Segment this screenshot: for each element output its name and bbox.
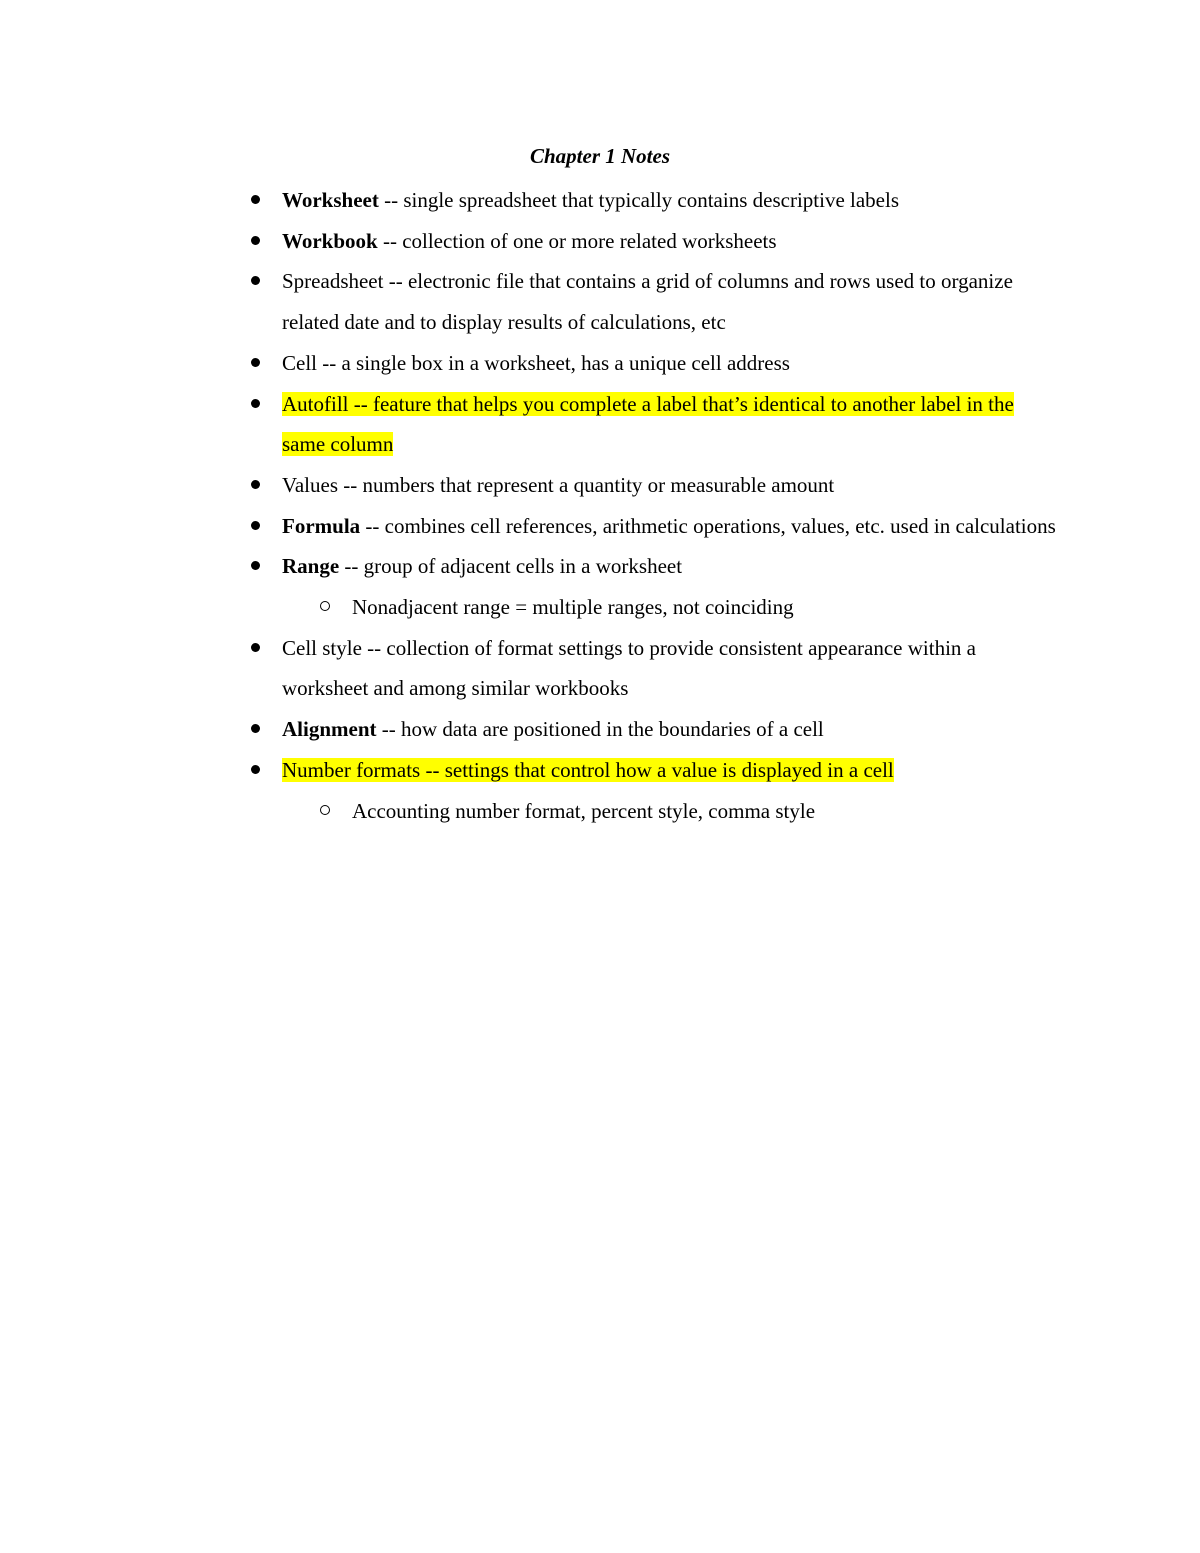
notes-list [246,180,1056,831]
list-item [246,750,1056,791]
term-description: -- single spreadsheet that typically contains descriptive labels [378,188,899,212]
term-description: -- collection of format settings to provide consistent appearance within a worksheet and among similar workbooks [282,635,976,701]
list-item-content [282,351,790,375]
list-item-content [282,514,1056,538]
list-item-content [282,269,1013,334]
list-item [246,709,1056,750]
list-item-content [352,799,815,823]
list-item-content [352,595,794,619]
list-item [246,384,1056,465]
bullet-icon [251,724,260,733]
bullet-icon [251,480,260,489]
hollow-bullet-icon [320,601,330,611]
term-label: Cell style [282,635,362,660]
bullet-icon [251,276,260,285]
bullet-icon [251,399,260,408]
term-label: Cell [282,350,317,375]
term-label: Values [282,472,338,497]
term-label: Alignment [282,717,377,742]
sub-list-item [246,587,1056,628]
term-description: -- collection of one or more related worksheets [377,228,777,253]
list-item-content [282,758,894,782]
term-description: -- feature that helps you complete a label that’s identical to another label in the same column [282,391,1014,457]
list-item-content [282,188,899,212]
term-label: Autofill [282,391,349,416]
term-description: -- a single box in a worksheet, has a unique cell address [317,350,790,375]
list-item [246,628,1056,709]
term-description: Accounting number format, percent style, comma style [352,798,816,823]
term-description: -- combines cell references, arithmetic operations, values, etc. used in calculations [360,513,1056,538]
term-description: -- settings that control how a value is displayed in a cell [420,757,894,782]
bullet-icon [251,195,260,204]
list-item [246,343,1056,384]
term-label: Formula [282,513,361,538]
bullet-icon [251,765,260,774]
list-item [246,465,1056,506]
list-item [246,506,1056,547]
bullet-icon [251,561,260,570]
sub-list-item [246,791,1056,832]
bullet-icon [251,643,260,652]
list-item-content [282,473,834,497]
list-item-content [282,392,1014,457]
term-label: Workbook [282,228,378,253]
bullet-icon [251,236,260,245]
hollow-bullet-icon [320,805,330,815]
list-item-content [282,717,824,741]
list-item [246,261,1056,342]
term-label: Range [282,554,340,579]
bullet-icon [251,358,260,367]
term-description: -- how data are positioned in the boundaries of a cell [376,717,824,742]
bullet-icon [251,521,260,530]
term-description: -- numbers that represent a quantity or measurable amount [338,472,835,497]
page-title: Chapter 1 Notes [529,144,670,168]
term-description: -- group of adjacent cells in a worksheet [339,554,683,579]
term-label: Spreadsheet [282,269,384,294]
list-item [246,221,1056,262]
term-label: Worksheet [282,188,379,212]
list-item [246,180,1056,221]
term-description: -- electronic file that contains a grid of columns and rows used to organize related date and to display results of calculations, etc [282,269,1013,335]
list-item [246,546,1056,587]
list-item-content [282,554,682,578]
term-description: Nonadjacent range = multiple ranges, not coinciding [352,595,794,620]
list-item-content [282,636,976,701]
term-label: Number formats [282,757,421,782]
list-item-content [282,229,777,253]
